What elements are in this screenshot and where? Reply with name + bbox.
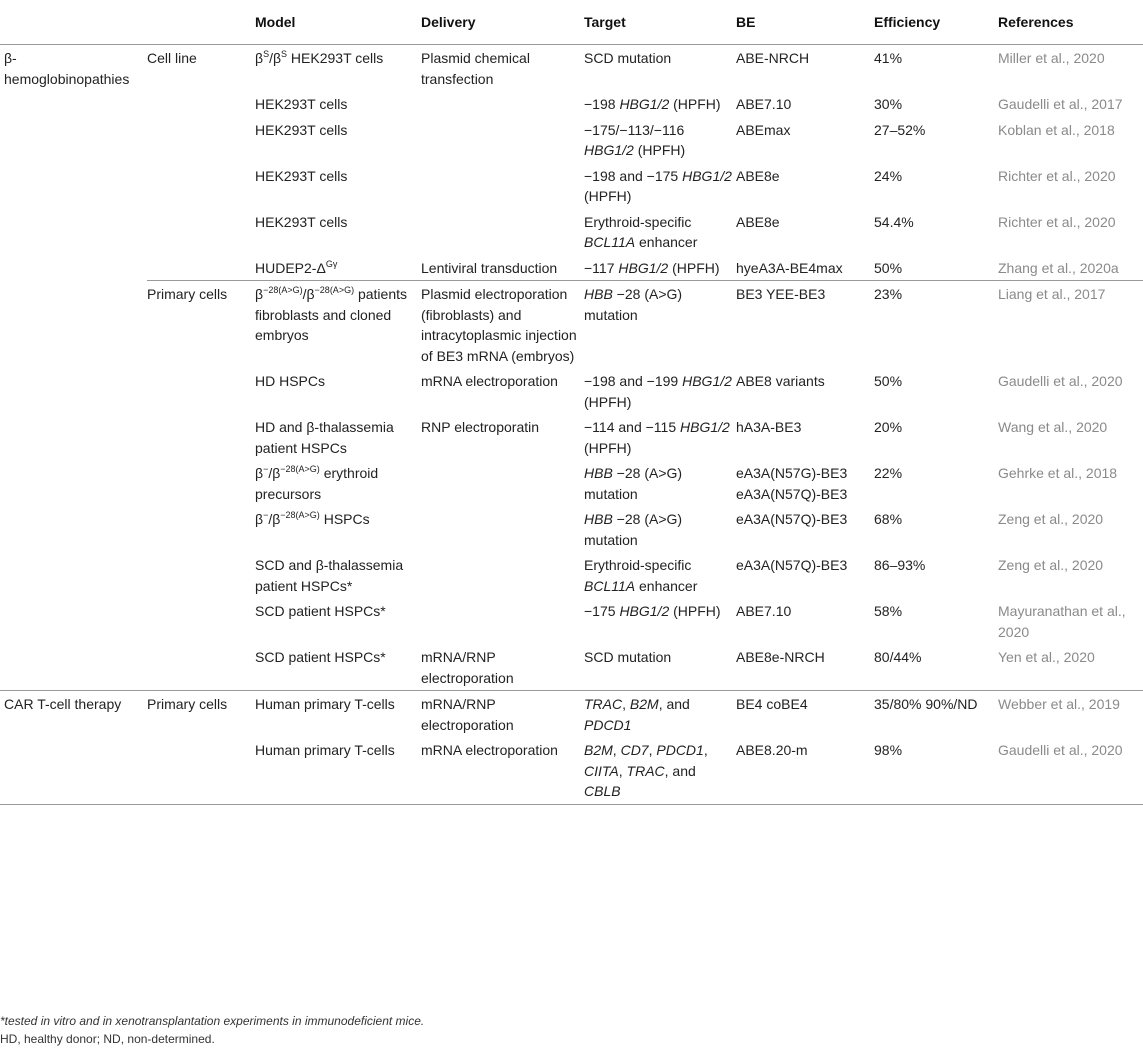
reference-cell: Gaudelli et al., 2020 <box>998 373 1123 389</box>
header-be: BE <box>736 0 874 45</box>
group-cell <box>147 737 255 804</box>
section-cell <box>0 163 147 209</box>
reference-cell: Liang et al., 2017 <box>998 281 1143 369</box>
group-cell <box>147 552 255 598</box>
target-cell: HBB −28 (A>G) mutation <box>584 465 683 502</box>
table-row <box>0 281 1143 369</box>
model-cell: $\beta^S/\beta^S$ HEK293T cells <box>255 49 384 66</box>
be-cell: eA3A(N57G)-BE3 eA3A(N57Q)-BE3 <box>736 465 848 502</box>
section-cell <box>0 414 147 460</box>
section-cell <box>0 644 147 691</box>
delivery-cell: mRNA electroporation <box>421 373 558 389</box>
section-cell <box>0 552 147 598</box>
reference-cell: Zhang et al., 2020a <box>998 259 1119 276</box>
section-cell <box>0 368 147 414</box>
header-efficiency: Efficiency <box>874 0 998 45</box>
be-cell: ABE7.10 <box>736 603 792 619</box>
reference-cell: Richter et al., 2020 <box>998 167 1116 184</box>
section-cell <box>0 281 147 369</box>
group-cell <box>147 163 255 209</box>
delivery-cell <box>421 209 584 255</box>
table-row <box>0 45 1143 92</box>
group-cell <box>147 414 255 460</box>
efficiency-cell: 23% <box>874 281 998 369</box>
efficiency-cell: 50% <box>874 259 903 276</box>
target-cell: TRAC, B2M, and PDCD1 <box>584 691 736 738</box>
model-cell: SCD patient HSPCs* <box>255 603 386 619</box>
group-cell <box>147 460 255 506</box>
group-cell <box>147 91 255 117</box>
model-cell: HEK293T cells <box>255 167 348 184</box>
table-row <box>0 209 1143 255</box>
be-cell: BE3 YEE-BE3 <box>736 281 874 369</box>
delivery-cell <box>421 506 584 552</box>
delivery-cell <box>421 552 584 598</box>
table-footnotes <box>0 1012 424 1048</box>
table-row <box>0 598 1143 644</box>
table-row <box>0 117 1143 163</box>
reference-cell: Mayuranathan et al., 2020 <box>998 603 1126 640</box>
target-cell: −198 and −175 HBG1/2 (HPFH) <box>584 167 732 204</box>
model-cell: HEK293T cells <box>255 121 348 138</box>
table-row <box>0 460 1143 506</box>
delivery-cell: RNP electroporatin <box>421 419 540 435</box>
reference-cell: Zeng et al., 2020 <box>998 557 1104 573</box>
table-row <box>0 91 1143 117</box>
section-cell: CAR T-cell therapy <box>0 691 147 738</box>
efficiency-cell: 98% <box>874 737 998 804</box>
target-cell: Erythroid-specific BCL11A enhancer <box>584 557 698 594</box>
target-cell: HBB −28 (A>G) mutation <box>584 281 736 369</box>
reference-cell: Gehrke et al., 2018 <box>998 465 1118 481</box>
be-cell: BE4 coBE4 <box>736 691 874 738</box>
efficiency-cell: 68% <box>874 511 903 527</box>
efficiency-cell: 41% <box>874 50 903 66</box>
be-cell: ABE8.20-m <box>736 737 874 804</box>
table-body <box>0 45 1143 805</box>
delivery-cell: Plasmid chemical transfection <box>421 50 530 87</box>
target-cell: HBB −28 (A>G) mutation <box>584 511 683 548</box>
model-cell: HD HSPCs <box>255 373 326 389</box>
reference-cell: Gaudelli et al., 2020 <box>998 737 1143 804</box>
section-cell <box>0 506 147 552</box>
efficiency-cell: 86–93% <box>874 557 926 573</box>
table-row <box>0 644 1143 691</box>
reference-cell: Richter et al., 2020 <box>998 213 1116 230</box>
delivery-cell: Lentiviral transduction <box>421 259 558 276</box>
delivery-cell: mRNA/RNP electroporation <box>421 691 584 738</box>
group-cell <box>147 368 255 414</box>
section-cell <box>0 737 147 804</box>
delivery-cell <box>421 91 584 117</box>
delivery-cell: mRNA/RNP electroporation <box>421 649 514 686</box>
model-cell: HD and β-thalassemia patient HSPCs <box>255 419 394 456</box>
target-cell: −198 HBG1/2 (HPFH) <box>584 96 721 112</box>
table-row <box>0 691 1143 738</box>
header-cell-group <box>147 0 255 45</box>
reference-cell: Koblan et al., 2018 <box>998 121 1115 138</box>
efficiency-cell: 35/80% 90%/ND <box>874 691 998 738</box>
efficiency-cell: 54.4% <box>874 213 914 230</box>
be-cell: eA3A(N57Q)-BE3 <box>736 557 848 573</box>
table-row <box>0 163 1143 209</box>
section-cell <box>0 255 147 281</box>
efficiency-cell: 27–52% <box>874 121 926 138</box>
be-cell: ABE8e <box>736 213 780 230</box>
target-cell: −175/−113/−116 HBG1/2 (HPFH) <box>584 121 686 158</box>
be-cell: ABEmax <box>736 121 791 138</box>
header-references: References <box>998 0 1143 45</box>
footnote-abbreviations: HD, healthy donor; ND, non-determined. <box>0 1032 215 1046</box>
delivery-cell: mRNA electroporation <box>421 737 584 804</box>
model-cell: SCD patient HSPCs* <box>255 649 386 665</box>
section-cell <box>0 460 147 506</box>
section-cell <box>0 117 147 163</box>
group-cell <box>147 209 255 255</box>
model-cell: $\beta^-/\beta^{-28(A>G)}$ HSPCs <box>255 510 370 527</box>
section-cell <box>0 91 147 117</box>
header-cell-section <box>0 0 147 45</box>
table-row <box>0 552 1143 598</box>
model-cell: Human primary T-cells <box>255 691 421 738</box>
efficiency-cell: 30% <box>874 96 903 112</box>
model-cell: SCD and β-thalassemia patient HSPCs* <box>255 557 404 594</box>
delivery-cell: Plasmid electroporation (fibroblasts) and intracytoplasmic injection of BE3 mRNA (embryos) <box>421 281 584 369</box>
target-cell: B2M, CD7, PDCD1, CIITA, TRAC, and CBLB <box>584 737 736 804</box>
section-cell: β- hemoglobinopathies <box>4 50 130 87</box>
delivery-cell <box>421 117 584 163</box>
reference-cell: Wang et al., 2020 <box>998 419 1108 435</box>
header-model: Model <box>255 0 421 45</box>
target-cell: SCD mutation <box>584 649 672 665</box>
be-cell: ABE7.10 <box>736 96 792 112</box>
header-delivery: Delivery <box>421 0 584 45</box>
target-cell: −198 and −199 HBG1/2 (HPFH) <box>584 373 732 410</box>
be-cell: ABE8e <box>736 167 780 184</box>
be-cell: ABE-NRCH <box>736 50 810 66</box>
group-cell <box>147 117 255 163</box>
target-cell: −117 HBG1/2 (HPFH) <box>584 259 720 276</box>
model-cell: $\beta^{-28(A>G)}/\beta^{-28(A>G)}$ patients fibroblasts and cloned embryos <box>255 281 421 369</box>
group-cell <box>147 255 255 281</box>
efficiency-cell: 50% <box>874 373 903 389</box>
group-cell: Primary cells <box>147 281 255 369</box>
delivery-cell <box>421 163 584 209</box>
be-cell: ABE8 variants <box>736 373 825 389</box>
be-cell: hyeA3A-BE4max <box>736 259 843 276</box>
target-cell: −175 HBG1/2 (HPFH) <box>584 603 721 619</box>
group-cell: Cell line <box>147 50 197 66</box>
be-cell: eA3A(N57Q)-BE3 <box>736 511 848 527</box>
group-cell: Primary cells <box>147 691 255 738</box>
reference-cell: Webber et al., 2019 <box>998 691 1143 738</box>
target-cell: −114 and −115 HBG1/2 (HPFH) <box>584 419 730 456</box>
group-cell <box>147 644 255 691</box>
header-target: Target <box>584 0 736 45</box>
model-cell: HEK293T cells <box>255 213 348 230</box>
table-row <box>0 737 1143 804</box>
reference-cell: Gaudelli et al., 2017 <box>998 96 1123 112</box>
reference-cell: Zeng et al., 2020 <box>998 511 1104 527</box>
table-header <box>0 0 1143 45</box>
target-cell: Erythroid-specific BCL11A enhancer <box>584 213 698 250</box>
footnote-asterisk: *tested in vitro and in xenotransplantation experiments in immunodeficient mice. <box>0 1014 425 1028</box>
be-cell: ABE8e-NRCH <box>736 649 825 665</box>
table-row <box>0 414 1143 460</box>
efficiency-cell: 24% <box>874 167 903 184</box>
model-cell: HEK293T cells <box>255 96 348 112</box>
delivery-cell <box>421 460 584 506</box>
model-cell: $HUDEP2-\Delta^{G\gamma}$ <box>255 258 338 276</box>
model-cell: $\beta^-/\beta^{-28(A>G)}$ erythroid precursors <box>255 464 379 502</box>
efficiency-cell: 20% <box>874 419 903 435</box>
group-cell <box>147 598 255 644</box>
be-cell: hA3A-BE3 <box>736 419 802 435</box>
table-row <box>0 368 1143 414</box>
section-cell <box>0 209 147 255</box>
efficiency-cell: 22% <box>874 465 903 481</box>
section-cell <box>0 598 147 644</box>
reference-cell: Yen et al., 2020 <box>998 649 1095 665</box>
reference-cell: Miller et al., 2020 <box>998 50 1105 66</box>
efficiency-cell: 58% <box>874 603 903 619</box>
model-cell: Human primary T-cells <box>255 737 421 804</box>
table-row <box>0 255 1143 281</box>
delivery-cell <box>421 598 584 644</box>
table-row <box>0 506 1143 552</box>
group-cell <box>147 506 255 552</box>
efficiency-cell: 80/44% <box>874 649 922 665</box>
target-cell: SCD mutation <box>584 50 672 66</box>
